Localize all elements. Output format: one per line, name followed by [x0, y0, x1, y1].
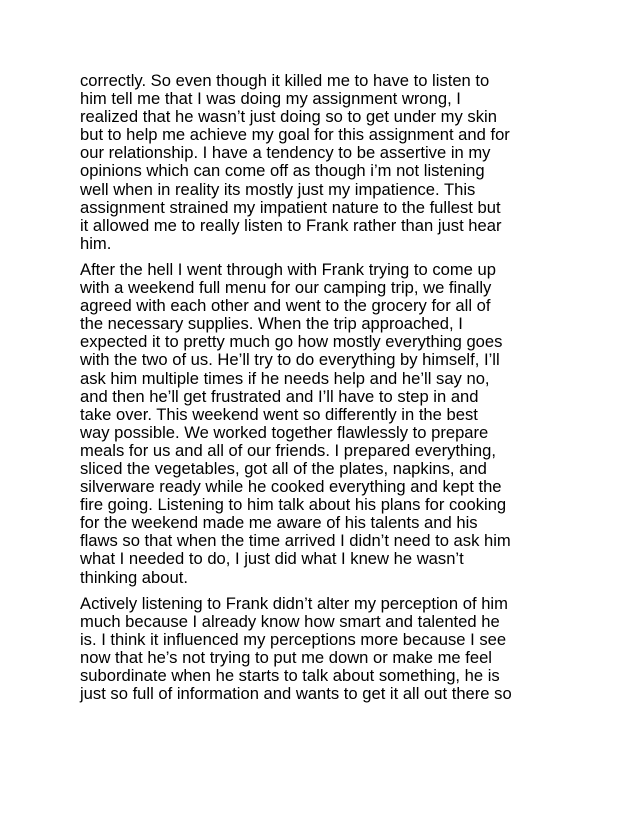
text-line: realized that he wasn’t just doing so to get under my skin — [80, 107, 497, 127]
text-line: fire going. Listening to him talk about his plans for cooking — [80, 495, 507, 515]
text-line: subordinate when he starts to talk about something, he is — [80, 666, 500, 685]
text-line: the necessary supplies. When the trip approached, I — [80, 314, 463, 334]
paragraph-2 — [80, 261, 560, 587]
text-line: assignment strained my impatient nature to the fullest but — [80, 197, 501, 217]
text-line: but to help me achieve my goal for this assignment and for — [80, 125, 510, 145]
text-line: it allowed me to really listen to Frank rather than just hear — [80, 215, 502, 235]
text-line: now that he’s not trying to put me down or make me feel — [80, 647, 492, 667]
paragraph-3 — [80, 595, 560, 704]
text-line: After the hell I went through with Frank trying to come up — [80, 259, 496, 279]
text-line: our relationship. I have a tendency to be assertive in my — [80, 143, 491, 163]
document-page — [80, 72, 560, 711]
text-line: expected it to pretty much go how mostly everything goes — [80, 332, 503, 352]
text-line: with the two of us. He’ll try to do everything by himself, I’ll — [80, 350, 500, 370]
text-line: for the weekend made me aware of his talents and his — [80, 513, 478, 533]
text-line: ask him multiple times if he needs help and he’ll say no, — [80, 368, 490, 388]
text-line: meals for us and all of our friends. I prepared everything, — [80, 440, 496, 460]
text-line: is. I think it influenced my perceptions more because I see — [80, 629, 507, 649]
text-line: silverware ready while he cooked everything and kept the — [80, 477, 502, 497]
text-line: opinions which can come off as though i’m not listening — [80, 161, 485, 181]
text-line: correctly. So even though it killed me to have to listen to — [80, 71, 490, 90]
text-line: much because I already know how smart and talented he — [80, 611, 500, 631]
text-line: thinking about. — [80, 567, 188, 587]
text-line: just so full of information and wants to get it all out there so — [80, 684, 512, 704]
text-line: flaws so that when the time arrived I didn’t need to ask him — [80, 531, 511, 551]
text-line: sliced the vegetables, got all of the plates, napkins, and — [80, 458, 487, 478]
text-line: him tell me that I was doing my assignment wrong, I — [80, 89, 461, 109]
text-line: with a weekend full menu for our camping trip, we finally — [80, 278, 492, 298]
text-line: agreed with each other and went to the grocery for all of — [80, 296, 491, 316]
text-line: what I needed to do, I just did what I knew he wasn’t — [80, 549, 464, 569]
text-line: him. — [80, 233, 112, 253]
text-line: Actively listening to Frank didn’t alter my perception of him — [80, 593, 508, 613]
paragraph-1 — [80, 72, 560, 253]
text-line: well when in reality its mostly just my impatience. This — [80, 179, 476, 199]
text-line: way possible. We worked together flawlessly to prepare — [80, 422, 489, 442]
text-line: and then he’ll get frustrated and I’ll have to step in and — [80, 386, 479, 406]
text-line: take over. This weekend went so differently in the best — [80, 404, 478, 424]
